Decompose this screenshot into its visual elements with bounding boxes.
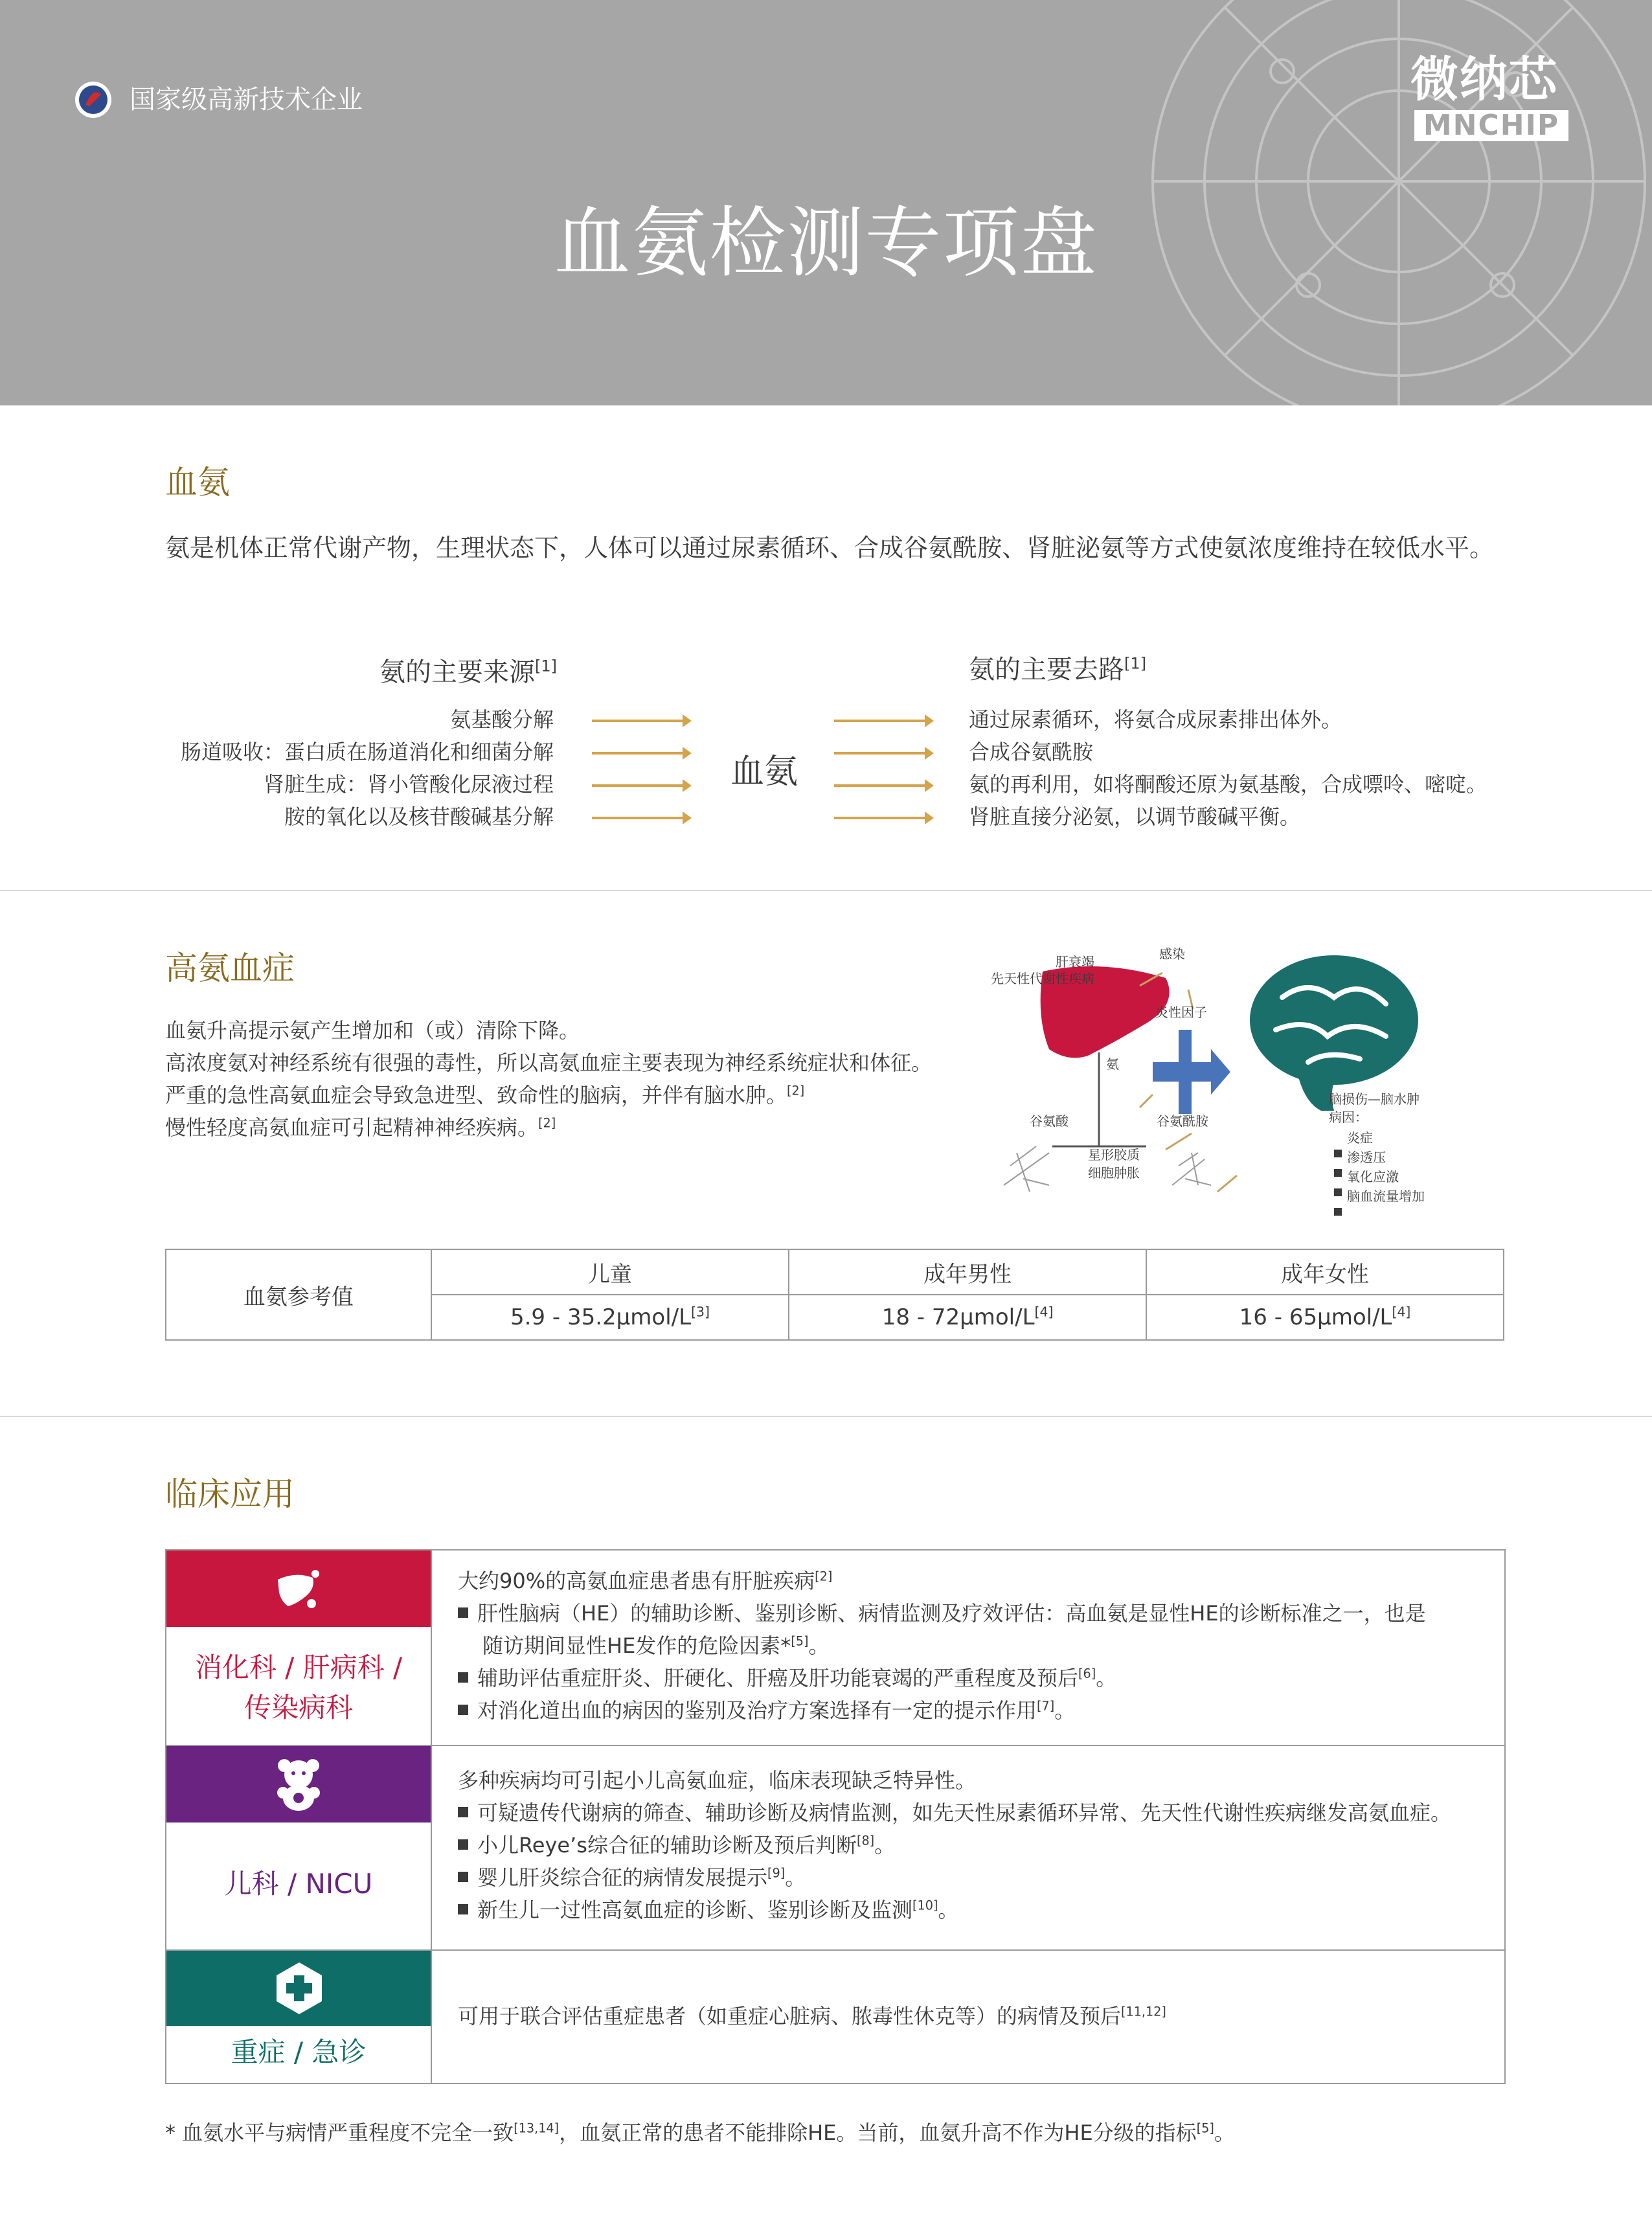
cause-item: 脑血流量增加	[1347, 1188, 1425, 1204]
clinical-block-content	[458, 1565, 1426, 1727]
reference-row-label: 血氨参考值	[166, 1249, 431, 1340]
label-congenital: 先天性代谢性疾病	[991, 971, 1094, 986]
label-ammonia: 氨	[1106, 1056, 1119, 1072]
sink-item: 通过尿素循环，将氨合成尿素排出体外。	[969, 707, 1342, 732]
cause-item: 氧化应激	[1347, 1169, 1399, 1185]
sink-item: 氨的再利用，如将酮酸还原为氨基酸，合成嘌呤、嘧啶。	[969, 772, 1488, 797]
label-astrocyte-2: 细胞肿胀	[1088, 1165, 1140, 1181]
source-item: 氨基酸分解	[449, 707, 554, 732]
sinks-title: 氨的主要去路	[969, 655, 1124, 685]
arrow-sink	[834, 720, 931, 722]
clinical-item: 辅助评估重症肝炎、肝硬化、肝癌及肝功能衰竭的严重程度及预后[6]。	[458, 1662, 1426, 1694]
clinical-item: 对消化道出血的病因的鉴别及治疗方案选择有一定的提示作用[7]。	[458, 1694, 1426, 1727]
clinical-block-content	[458, 2000, 1166, 2032]
section-divider	[0, 890, 1652, 891]
bullet-icon	[458, 1872, 468, 1882]
label-infection: 感染	[1159, 946, 1185, 962]
clinical-label	[166, 1648, 431, 1728]
sources-ref: [1]	[535, 657, 557, 676]
clinical-icon-band	[166, 1951, 431, 2026]
clinical-item: 肝性脑病（HE）的辅助诊断、鉴别诊断、病情监测及疗效评估：高血氨是显性HE的诊断标准之一，也是	[458, 1597, 1426, 1630]
cause-item: 炎症	[1347, 1130, 1373, 1146]
reference-value: 18 - 72μmol/L[4]	[789, 1295, 1146, 1340]
bullet-icon	[458, 1904, 468, 1914]
arrow-source	[592, 784, 689, 787]
label-brain-title: 脑损伤—脑水肿	[1329, 1091, 1420, 1107]
teddy-bear-icon	[273, 1756, 324, 1812]
sink-item: 肾脏直接分泌氨，以调节酸碱平衡。	[969, 804, 1301, 829]
hyper-line: 慢性轻度高氨血症可引起精神神经疾病。[2]	[165, 1115, 556, 1140]
arrow-source	[592, 817, 689, 819]
clinical-block-content	[458, 1764, 1451, 1926]
clinical-lead: 多种疾病均可引起小儿高氨血症，临床表现缺乏特异性。	[458, 1768, 977, 1793]
ammonia-intro: 氨是机体正常代谢产物，生理状态下，人体可以通过尿素循环、合成谷氨酰胺、肾脏泌氨等方式使氨浓度维持在较低水平。	[165, 534, 1495, 562]
label-glutamine: 谷氨酰胺	[1157, 1113, 1208, 1129]
source-item: 肠道吸收：蛋白质在肠道消化和细菌分解	[180, 740, 554, 764]
label-cause-title: 病因：	[1329, 1109, 1368, 1125]
clinical-label-line: 消化科 / 肝病科 /	[194, 1652, 403, 1683]
clinical-block-left	[166, 1550, 432, 1745]
clinical-item: 婴儿肝炎综合征的病情发展提示[9]。	[458, 1861, 1451, 1894]
bullet-icon	[458, 1672, 468, 1683]
hyperammonemia-text	[165, 1014, 932, 1144]
certification-text: 国家级高新技术企业	[130, 85, 363, 115]
source-item: 胺的氧化以及核苷酸碱基分解	[284, 804, 554, 829]
brain-icon	[1250, 955, 1418, 1111]
clinical-item: 小儿Reye’s综合征的辅助诊断及预后判断[8]。	[458, 1829, 1451, 1861]
medical-cross-icon	[274, 1961, 324, 2016]
column-header: 儿童	[431, 1249, 789, 1295]
section-title-ammonia: 血氨	[165, 464, 230, 501]
cause-list	[1347, 1128, 1425, 1206]
bullet-icon	[458, 1607, 468, 1618]
reference-table	[165, 1249, 1504, 1341]
liver-icon	[273, 1563, 324, 1615]
brand-name-en: MNCHIP	[1414, 110, 1568, 141]
certification-logo-icon	[74, 80, 113, 119]
arrow-source	[592, 720, 689, 722]
column-header: 成年女性	[1146, 1249, 1504, 1295]
bullet-icon	[458, 1807, 468, 1817]
hyper-line: 血氨升高提示氨产生增加和（或）清除下降。	[165, 1018, 580, 1043]
clinical-lead: 大约90%的高氨血症患者患有肝脏疾病[2]	[458, 1569, 833, 1593]
clinical-icon-band	[166, 1550, 431, 1627]
center-ammonia-label: 血氨	[730, 753, 798, 791]
footnote: * 血氨水平与病情严重程度不完全一致[13,14]，血氨正常的患者不能排除HE。当前，血氨升高不作为HE分级的指标[5]。	[165, 2120, 1235, 2145]
clinical-item-cont: 随访期间显性HE发作的危险因素*[5]。	[482, 1633, 830, 1658]
clinical-block-left	[166, 1951, 432, 2083]
section-title-clinical: 临床应用	[165, 1475, 295, 1513]
label-glutamate: 谷氨酸	[1030, 1113, 1069, 1129]
column-header: 成年男性	[789, 1249, 1146, 1295]
cause-item: 渗透压	[1347, 1150, 1386, 1165]
sink-item: 合成谷氨酰胺	[969, 740, 1094, 764]
pathophysiology-diagram	[907, 933, 1489, 1218]
clinical-block-critical-care	[165, 1949, 1506, 2084]
bullet-icon	[458, 1839, 468, 1850]
reference-value: 16 - 65μmol/L[4]	[1146, 1295, 1504, 1340]
clinical-block-pediatrics	[165, 1745, 1506, 1951]
arrow-sink	[834, 817, 931, 819]
hyper-line: 高浓度氨对神经系统有很强的毒性，所以高氨血症主要表现为神经系统症状和体征。	[165, 1051, 933, 1075]
clinical-block-gastro	[165, 1549, 1506, 1746]
header-banner	[0, 0, 1652, 405]
clinical-label-line: 传染病科	[243, 1692, 353, 1723]
source-item: 肾脏生成：肾小管酸化尿液过程	[263, 772, 554, 797]
sources-title: 氨的主要来源	[379, 657, 535, 687]
label-liver-failure: 肝衰竭	[1056, 954, 1094, 970]
section-divider	[0, 1416, 1652, 1417]
page-title: 血氨检测专项盘	[554, 198, 1098, 288]
bullet-icon	[458, 1705, 468, 1715]
arrow-sink	[834, 752, 931, 755]
clinical-item: 可疑遗传代谢病的筛查、辅助诊断及病情监测，如先天性尿素循环异常、先天性代谢性疾病继发高氨血症。	[458, 1797, 1451, 1829]
label-inflammatory: 炎性因子	[1155, 1005, 1207, 1020]
clinical-icon-band	[166, 1746, 431, 1823]
blue-arrow-icon	[1153, 1030, 1230, 1114]
sinks-ref: [1]	[1124, 654, 1146, 673]
hyper-line: 严重的急性高氨血症会导致急进型、致命性的脑病，并伴有脑水肿。[2]	[165, 1083, 805, 1107]
sinks-heading	[969, 650, 1146, 689]
section-title-hyperammonemia: 高氨血症	[165, 949, 295, 987]
clinical-label: 儿科 / NICU	[224, 1868, 373, 1900]
brand-name-cn: 微纳芯	[1410, 52, 1558, 108]
sources-heading	[311, 653, 557, 692]
clinical-item: 新生儿一过性高氨血症的诊断、鉴别诊断及监测[10]。	[458, 1894, 1451, 1926]
clinical-lead: 可用于联合评估重症患者（如重症心脏病、脓毒性休克等）的病情及预后[11,12]	[458, 2004, 1166, 2028]
label-astrocyte-1: 星形胶质	[1088, 1147, 1140, 1163]
arrow-source	[592, 752, 689, 755]
reference-value: 5.9 - 35.2μmol/L[3]	[431, 1295, 789, 1340]
clinical-block-left	[166, 1746, 432, 1949]
clinical-label: 重症 / 急诊	[231, 2036, 367, 2068]
arrow-sink	[834, 784, 931, 787]
